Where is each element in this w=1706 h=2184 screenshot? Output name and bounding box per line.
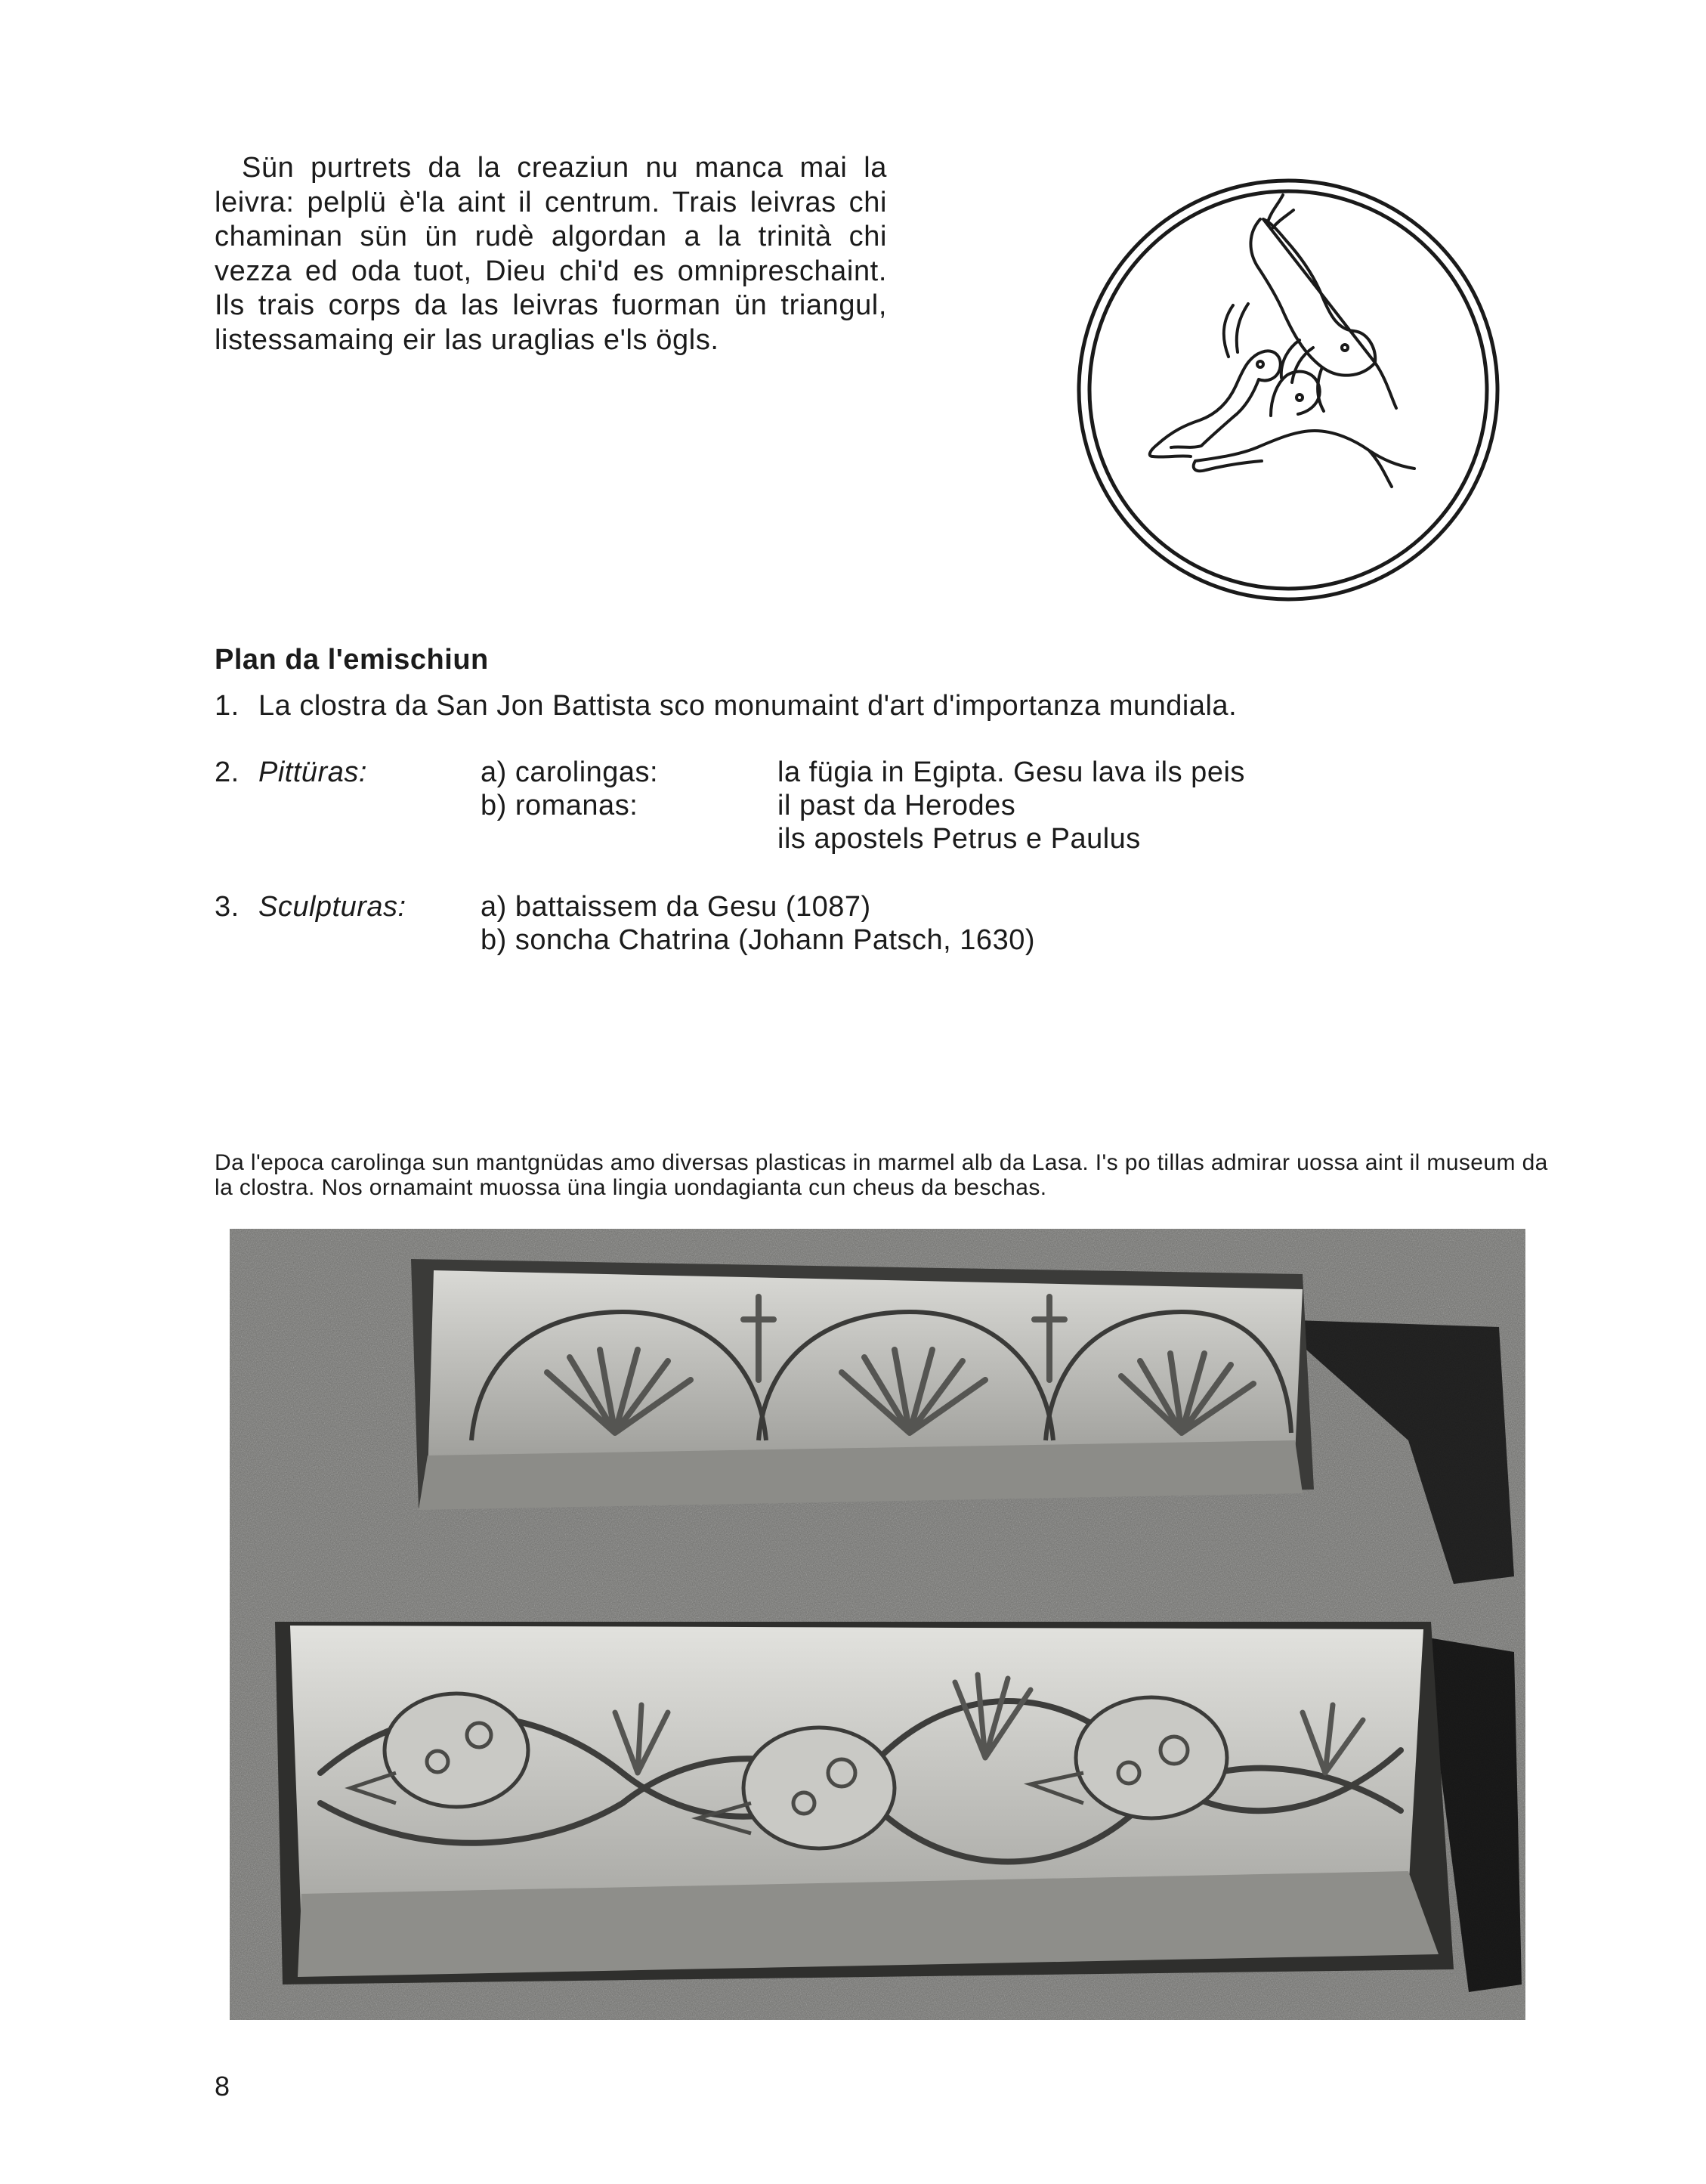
description-line: il past da Herodes <box>777 790 1016 821</box>
intro-text-block <box>215 151 887 357</box>
description-line: la fügia in Egipta. Gesu lava ils peis <box>777 756 1245 788</box>
plan-item-descriptions <box>777 756 1245 855</box>
page-number: 8 <box>215 2071 230 2102</box>
description-line: ils apostels Petrus e Paulus <box>777 823 1141 855</box>
plan-item-subcategories <box>481 756 658 822</box>
photo-caption: Da l'epoca carolinga sun mantgnüdas amo diversas plasticas in marmel alb da Lasa. I's po tillas admirar uossa aint il museum da la clostra. Nos ornamaint muossa üna lingia uondagianta cun cheus da beschas. <box>215 1150 1548 1200</box>
three-hares-illustration <box>1073 159 1504 627</box>
subcategory-a: a) carolingas: <box>481 756 659 788</box>
plan-item-number: 1. <box>215 690 240 722</box>
plan-item-3 <box>215 890 1514 957</box>
plan-item-1 <box>215 689 1514 722</box>
plan-item-category: Pittüras: <box>258 756 367 788</box>
plan-item-category: Sculpturas: <box>258 891 406 923</box>
plan-item-number: 2. <box>215 756 240 788</box>
subcategory-b: b) soncha Chatrina (Johann Patsch, 1630) <box>481 924 1035 956</box>
subcategory-a: a) battaissem da Gesu (1087) <box>481 891 871 923</box>
plan-item-text: La clostra da San Jon Battista sco monumaint d'art d'importanza mundiala. <box>258 690 1238 722</box>
intro-paragraph: Sün purtrets da la creaziun nu manca mai la leivra: pelplü è'la aint il centrum. Trais leivras chi chaminan sün ün rudè algordan a la trinità chi vezza ed oda tuot, Dieu chi'd es omnipreschaint. Ils trais corps da las leivras fuorman ün triangul, listessamaing eir las uraglias e'ls ögls. <box>215 152 887 356</box>
subcategory-b: b) romanas: <box>481 790 638 821</box>
plan-item-number: 3. <box>215 891 240 923</box>
plan-item-2 <box>215 756 1514 855</box>
plan-heading: Plan da l'emischiun <box>215 644 489 676</box>
plan-item-subcategories <box>481 890 1035 957</box>
broadcast-plan-list <box>215 689 1514 957</box>
carved-marble-reliefs-photo <box>230 1229 1525 2020</box>
